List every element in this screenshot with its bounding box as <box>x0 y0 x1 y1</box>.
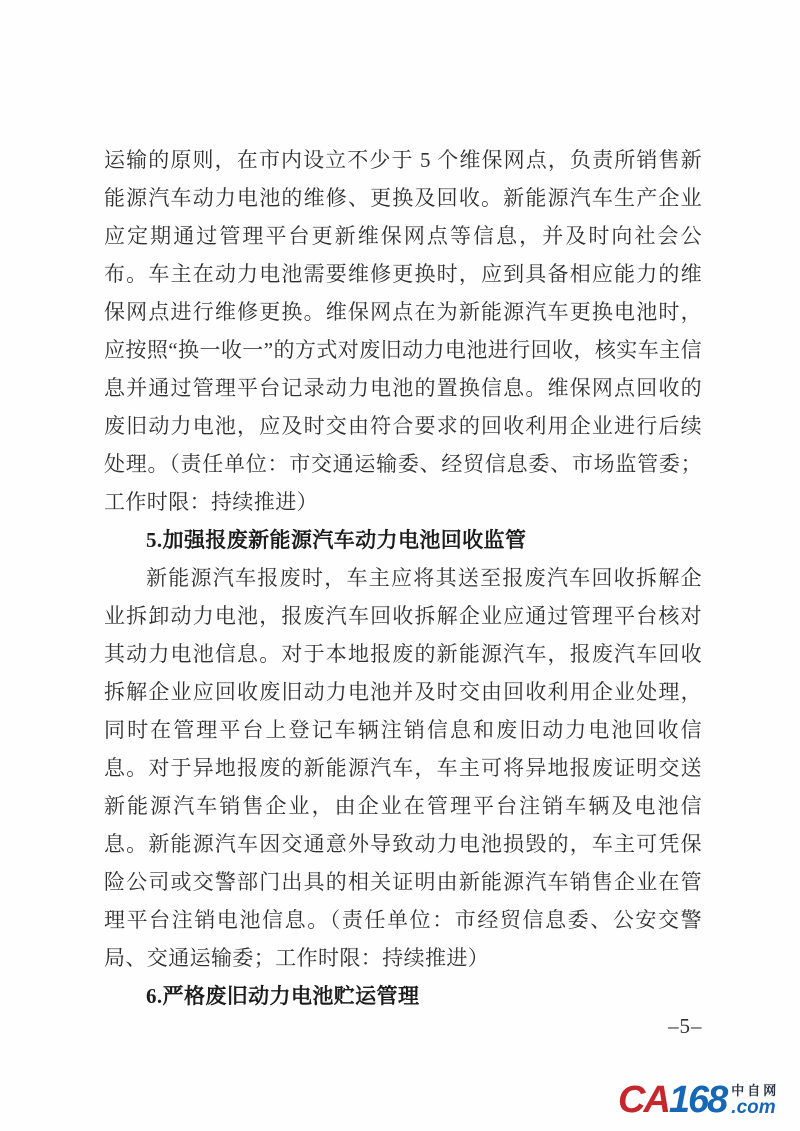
paragraph-battery-maintenance: 运输的原则，在市内设立不少于 5 个维保网点，负责所销售新能源汽车动力电池的维修、更换及回收。新能源汽车生产企业应定期通过管理平台更新维保网点等信息，并及时向社会公布。车主在动力电池需要维修更换时，应到具备相应能力的维保网点进行维修更换。维保网点在为新能源汽车更换电池时，应按照“换一收一”的方式对废旧动力电池进行回收，核实车主信息并通过管理平台记录动力电池的置换信息。维保网点回收的废旧动力电池，应及时交由符合要求的回收利用企业进行后续处理。（责任单位：市交通运输委、经贸信息委、市场监管委；工作时限：持续推进） <box>104 148 702 514</box>
ca168-logo <box>618 1079 780 1121</box>
page-number: –5– <box>668 1014 703 1038</box>
paragraph-scrapped-vehicle-recycling: 新能源汽车报废时，车主应将其送至报废汽车回收拆解企业拆卸动力电池，报废汽车回收拆解企业应通过管理平台核对其动力电池信息。对于本地报废的新能源汽车，报废汽车回收拆解企业应回收废旧动力电池并及时交由回收利用企业处理，同时在管理平台上登记车辆注销信息和废旧动力电池回收信息。对于异地报废的新能源汽车，车主可将异地报废证明交送新能源汽车销售企业，由企业在管理平台注销车辆及电池信息。新能源汽车因交通意外导致动力电池损毁的，车主可凭保险公司或交警部门出具的相关证明由新能源汽车销售企业在管理平台注销电池信息。（责任单位：市经贸信息委、公安交警局、交通运输委；工作时限：持续推进） <box>104 566 702 970</box>
logo-168-text: 168 <box>668 1079 727 1121</box>
logo-dotcom-text: .com <box>731 1097 776 1118</box>
section-heading-5: 5.加强报废新能源汽车动力电池回收监管 <box>146 528 527 552</box>
logo-right-column <box>731 1084 779 1118</box>
section-heading-6: 6.严格废旧动力电池贮运管理 <box>146 984 420 1008</box>
logo-site-name: 中自网 <box>731 1083 780 1098</box>
logo-ca-text: CA <box>618 1079 669 1121</box>
document-text-block <box>104 141 702 1015</box>
